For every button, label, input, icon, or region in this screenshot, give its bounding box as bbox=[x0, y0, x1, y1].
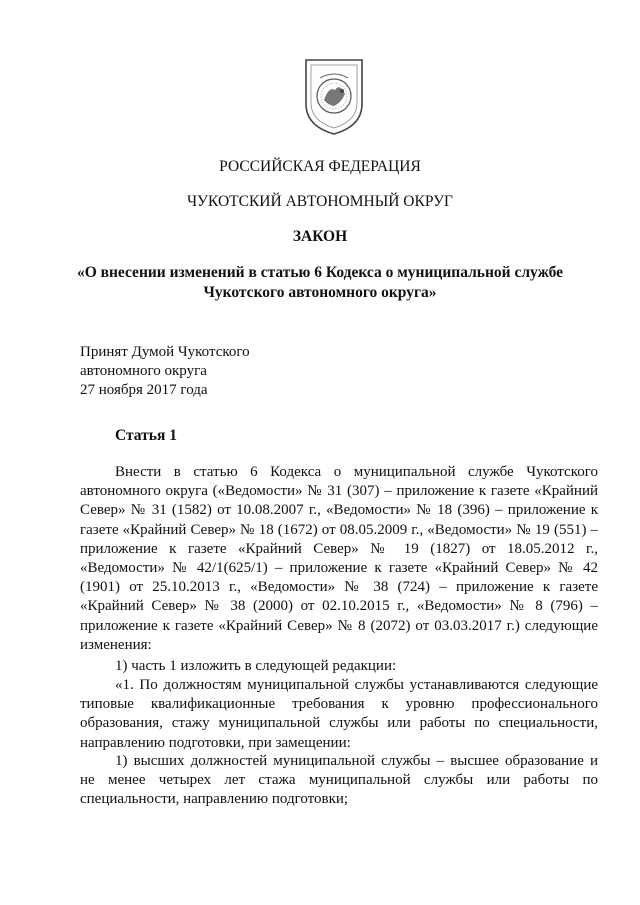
country-heading: РОССИЙСКАЯ ФЕДЕРАЦИЯ bbox=[219, 158, 421, 175]
adoption-date: 27 ноября 2017 года bbox=[80, 382, 208, 398]
quoted-amendment bbox=[80, 676, 598, 753]
document-type-heading: ЗАКОН bbox=[292, 228, 348, 245]
paragraph-body: автономного округа («Ведомости» № 31 (307) – приложение к газете «Крайний Север» № 31 (1582) от 10.08.2007 г., «Ведомости» № 18 (396) – приложение к газете «Крайний Север» № 18 (1672) от 08.05.2009 г., «Ведомости» № 19 (551) – приложение к газете «Крайний Север» № 19 (1827) от 18.05.2012 г., «Ведомости» № 42/1(625/1) – приложение к газете «Крайний Север» № 42 (1901) от 25.10.2013 г., «Ведомости» № 38 (724) – приложение к газете «Крайний Север» № 38 (2000) от 02.10.2015 г., «Ведомости» № 8 (796) – приложение к газете «Крайний Север» № 8 (2072) от 03.03.2017 г.) следующие изменения: bbox=[80, 483, 598, 653]
paragraph-first-line: 1) высших должностей муниципальной службы – высшее образование и bbox=[115, 753, 598, 769]
law-title-line-2: Чукотского автономного округа» bbox=[203, 284, 437, 301]
adoption-line: автономного округа bbox=[80, 363, 207, 379]
paragraph-first-line: Внести в статью 6 Кодекса о муниципальной службе Чукотского bbox=[115, 464, 598, 480]
adoption-info bbox=[80, 343, 250, 400]
coat-of-arms-emblem bbox=[302, 56, 366, 136]
law-title-line-1: «О внесении изменений в статью 6 Кодекса о муниципальной службе bbox=[76, 264, 564, 281]
adoption-line: Принят Думой Чукотского bbox=[80, 344, 250, 360]
paragraph-first-line: «1. По должностям муниципальной службы устанавливаются следующие bbox=[115, 677, 598, 693]
paragraph-body: типовые квалификационные требования к уровню профессионального образования, стажу муниципальной службы или работы по специальности, направлению подготовки, при замещении: bbox=[80, 696, 598, 751]
amendment-item-1 bbox=[80, 657, 598, 676]
article-title: Статья 1 bbox=[115, 427, 177, 444]
paragraph-body: не менее четырех лет стажа муниципальной службы или работы по специальности, направлению подготовки; bbox=[80, 772, 598, 808]
sub-item-1 bbox=[80, 752, 598, 810]
article-intro-paragraph bbox=[80, 463, 598, 655]
chukotka-coat-of-arms-icon bbox=[302, 56, 366, 136]
item-text: 1) часть 1 изложить в следующей редакции: bbox=[115, 658, 397, 674]
region-heading: ЧУКОТСКИЙ АВТОНОМНЫЙ ОКРУГ bbox=[186, 193, 454, 210]
